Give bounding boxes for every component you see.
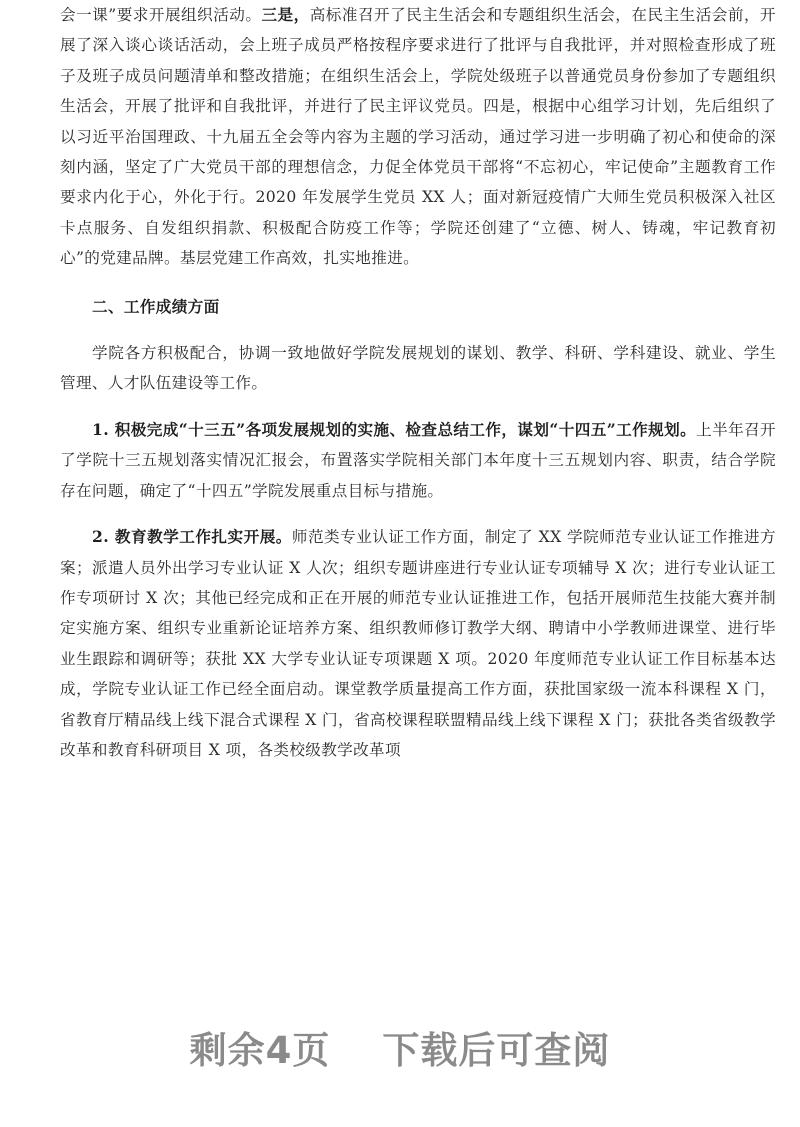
item-1-paragraph xyxy=(60,415,776,506)
item-1-body: 上半年召开了学院十三五规划落实情况汇报会，布置落实学院相关部门本年度十三五规划内容、职责，结合学院存在问题，确定了“十四五”学院发展重点目标与措施。 xyxy=(60,420,776,500)
item-2-paragraph xyxy=(60,522,776,765)
paragraph-lead-bold: 三是， xyxy=(261,5,310,24)
remaining-pages-label: 剩余4页 xyxy=(189,1029,331,1072)
download-to-view-label: 下载后可查阅 xyxy=(382,1029,611,1072)
document-body xyxy=(60,0,776,765)
paragraph-text: 高标准召开了民主生活会和专题组织生活会，在民主生活会前，开展了深入谈心谈话活动，会上班子成员严格按程序要求进行了批评与自我批评，并对照检查形成了班子及班子成员问题清单和整改措施；在组织生活会上，学院处级班子以普通党员身份参加了专题组织生活会，开展了批评和自我批评，并进行了民主评议党员。四是，根据中心组学习计划，先后组织了以习近平治国理政、十九届五全会等内容为主题的学习活动，通过学习进一步明确了初心和使命的深刻内涵，坚定了广大党员干部的理想信念，力促全体党员干部将“不忘初心，牢记使命”主题教育工作要求内化于心，外化于行。2020 年发展学生党员 XX 人；面对新冠疫情广大师生党员积极深入社区卡点服务、自发组织捐款、积极配合防疫工作等；学院还创建了“立德、树人、铸魂，牢记教育初心”的党建品牌。基层党建工作高效，扎实地推进。 xyxy=(60,6,776,268)
section-heading: 二、工作成绩方面 xyxy=(92,296,220,316)
item-2-body: 师范类专业认证工作方面，制定了 XX 学院师范专业认证工作推进方案；派遣人员外出学习专业认证 X 人次；组织专题讲座进行专业认证专项辅导 X 次；进行专业认证工作专项研讨 X 次；其他已经完成和正在开展的师范专业认证推进工作，包括开展师范生技能大赛并制定实施方案、组织专业重新论证培养方案、组织教师修订教学大纲、聘请中小学教师进课堂、进行毕业生跟踪和调研等；获批 XX 大学专业认证专项课题 X 项。2020 年度师范专业认证工作目标基本达成，学院专业认证工作已经全面启动。课堂教学质量提高工作方面，获批国家级一流本科课程 X 门，省教育厅精品线上线下混合式课程 X 门，省高校课程联盟精品线上线下课程 X 门；获批各类省级教学改革和教育科研项目 X 项，各类校级教学改革项 xyxy=(60,528,776,759)
remaining-pages-banner[interactable] xyxy=(0,1020,800,1074)
item-1-title: 1. 积极完成“十三五”各项发展规划的实施、检查总结工作，谋划“十四五”工作规划。 xyxy=(92,419,697,439)
paragraph-party-building xyxy=(60,0,776,274)
paragraph-text: 会一课”要求开展组织活动。 xyxy=(60,6,262,24)
item-2-title: 2. 教育教学工作扎实开展。 xyxy=(92,527,292,547)
section-intro-paragraph: 学院各方积极配合，协调一致地做好学院发展规划的谋划、教学、科研、学科建设、就业、学生管理、人才队伍建设等工作。 xyxy=(60,344,776,393)
